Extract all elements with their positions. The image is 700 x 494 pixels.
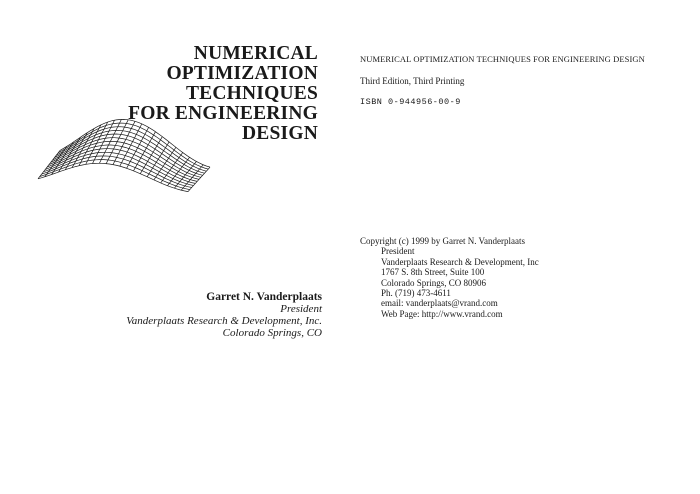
copyright-line: Copyright (c) 1999 by Garret N. Vanderplaats: [360, 236, 526, 246]
copyright-page-title: NUMERICAL OPTIMIZATION TECHNIQUES FOR ENGINEERING DESIGN: [360, 54, 645, 64]
author-block: [126, 291, 322, 339]
address-line: President: [381, 246, 415, 257]
title-line: TECHNIQUES: [185, 83, 318, 104]
copyright-block: [360, 236, 539, 319]
wireframe-surface-illustration: [30, 110, 215, 205]
edition-text: Third Edition, Third Printing: [360, 76, 465, 86]
surface-grid-line: [168, 157, 190, 185]
author-name: Garret N. Vanderplaats: [206, 291, 322, 303]
company-location: Colorado Springs, CO: [222, 327, 322, 339]
title-line: FOR ENGINEERING: [128, 103, 318, 124]
email-line: email: vanderplaats@vrand.com: [381, 298, 498, 309]
right-page: [340, 0, 700, 494]
isbn-text: ISBN 0-944956-00-9: [360, 97, 461, 107]
address-line: 1767 S. 8th Street, Suite 100: [381, 267, 485, 278]
author-role: President: [280, 303, 322, 315]
address-line: Ph. (719) 473-4611: [381, 288, 451, 299]
company-name: Vanderplaats Research & Development, Inc.: [126, 315, 322, 327]
address-line: Colorado Springs, CO 80906: [381, 277, 487, 288]
title-line: NUMERICAL: [193, 43, 318, 64]
web-page-line: Web Page: http://www.vrand.com: [381, 308, 503, 319]
surface-grid-line: [59, 137, 81, 172]
surface-grid-line: [188, 167, 210, 192]
left-page: [0, 0, 340, 494]
address-line: Vanderplaats Research & Development, Inc: [381, 256, 539, 267]
title-line: OPTIMIZATION: [166, 63, 318, 84]
title-line: DESIGN: [242, 123, 318, 144]
